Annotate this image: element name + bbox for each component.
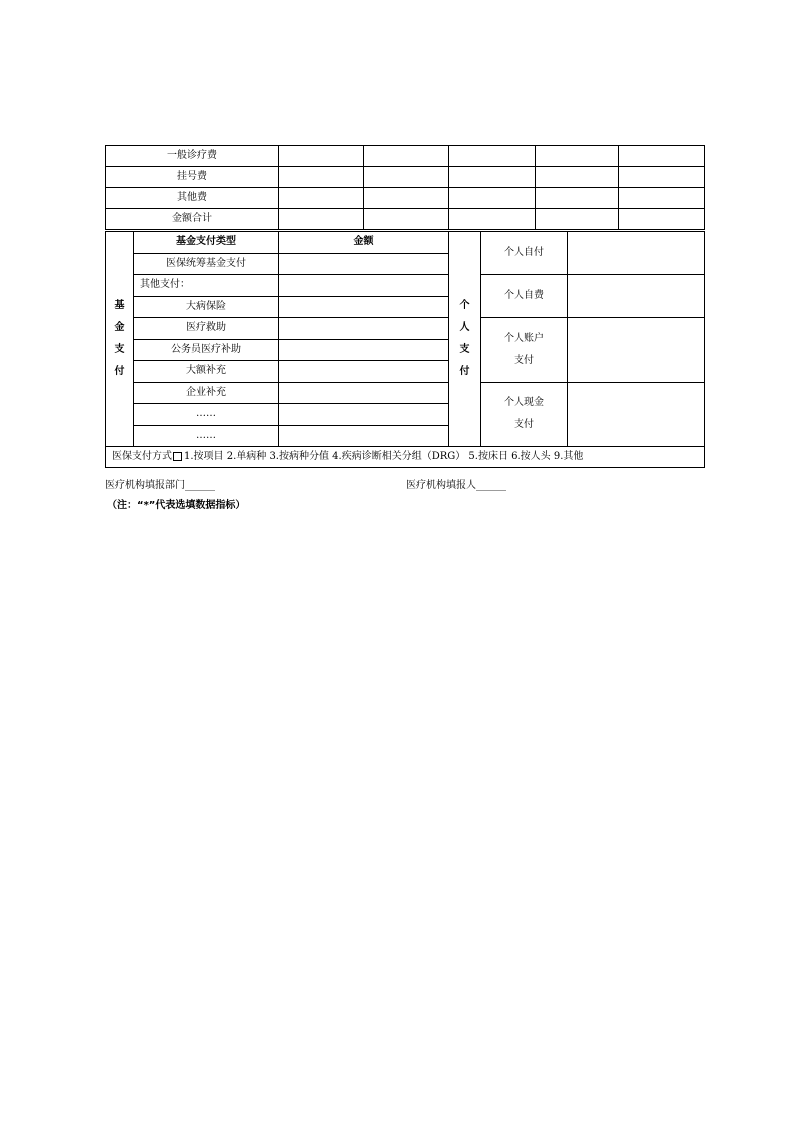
personal-payment-vertical-label	[449, 232, 481, 447]
vertical-char: 付	[459, 366, 470, 377]
fee-cell	[279, 146, 364, 167]
fee-cell	[619, 188, 705, 209]
fund-row-civil-servant-subsidy: 公务员医疗补助	[134, 339, 279, 361]
vertical-char: 个	[459, 300, 470, 311]
note-text: （注：“*”代表选填数据指标）	[107, 500, 246, 511]
fee-label: 挂号费	[106, 167, 279, 188]
payment-mode-cell	[106, 447, 705, 468]
fee-cell	[619, 146, 705, 167]
vertical-char: 支	[459, 344, 470, 355]
label-line: 个人现金	[504, 397, 544, 409]
vertical-char: 金	[114, 322, 125, 333]
fee-cell	[279, 167, 364, 188]
vertical-char: 人	[459, 322, 470, 333]
fee-cell	[449, 167, 536, 188]
payment-mode-label: 医保支付方式	[112, 451, 172, 462]
fee-label: 金额合计	[106, 209, 279, 230]
personal-account-label	[481, 318, 568, 383]
fee-cell	[536, 167, 619, 188]
reporting-person: 医疗机构填报人______	[406, 480, 506, 491]
fee-cell	[619, 209, 705, 230]
fee-cell	[364, 188, 449, 209]
fund-amount-cell	[279, 361, 449, 383]
payment-mode-options: 1.按项目 2.单病种 3.按病种分值 4.疾病诊断相关分组（DRG） 5.按床日 6.按人头 9.其他	[184, 451, 584, 462]
fund-amount-cell	[279, 425, 449, 447]
payment-table	[105, 231, 705, 468]
vertical-char: 支	[114, 344, 125, 355]
fee-label: 其他费	[106, 188, 279, 209]
fund-amount-cell	[279, 382, 449, 404]
fee-cell	[279, 209, 364, 230]
fee-cell	[364, 146, 449, 167]
vertical-char: 付	[114, 366, 125, 377]
fund-amount-cell	[279, 296, 449, 318]
fund-row-enterprise-supplement: 企业补充	[134, 382, 279, 404]
fee-row-general-consultation	[106, 146, 705, 167]
label-line: 支付	[514, 354, 534, 366]
vertical-char: 基	[114, 300, 125, 311]
personal-self-pay-label: 个人自付	[481, 232, 568, 275]
fee-label: 一般诊疗费	[106, 146, 279, 167]
fee-cell	[536, 209, 619, 230]
fund-row-ellipsis: ……	[134, 404, 279, 426]
personal-cash-label	[481, 382, 568, 447]
fee-cell	[449, 209, 536, 230]
fund-row-large-supplement: 大额补充	[134, 361, 279, 383]
payment-mode-checkbox[interactable]	[173, 452, 182, 461]
fund-type-header: 基金支付类型	[134, 232, 279, 254]
fee-row-other	[106, 188, 705, 209]
reporting-department: 医疗机构填报部门______	[105, 480, 215, 491]
fund-amount-cell	[279, 404, 449, 426]
label-line: 支付	[514, 419, 534, 431]
amount-header: 金额	[279, 232, 449, 254]
fund-row-other-payment: 其他支付：	[134, 275, 279, 297]
fee-cell	[279, 188, 364, 209]
fund-payment-vertical-label	[106, 232, 134, 447]
fee-cell	[536, 146, 619, 167]
personal-account-value	[568, 318, 705, 383]
fee-cell	[619, 167, 705, 188]
fund-amount-cell	[279, 339, 449, 361]
label-line: 个人账户	[504, 332, 544, 344]
personal-self-pay-value	[568, 232, 705, 275]
fund-row-pooled: 医保统筹基金支付	[134, 253, 279, 275]
personal-self-expense-label: 个人自费	[481, 275, 568, 318]
fee-cell	[449, 146, 536, 167]
fund-row-ellipsis: ……	[134, 425, 279, 447]
fee-cell	[449, 188, 536, 209]
fee-cell	[536, 188, 619, 209]
personal-self-expense-value	[568, 275, 705, 318]
fund-amount-cell	[279, 318, 449, 340]
payment-mode-row	[106, 447, 705, 468]
fund-row-medical-aid: 医疗救助	[134, 318, 279, 340]
fee-row-total	[106, 209, 705, 230]
personal-cash-value	[568, 382, 705, 447]
fund-amount-cell	[279, 253, 449, 275]
fee-table	[105, 145, 705, 230]
fund-amount-cell	[279, 275, 449, 297]
fee-row-registration	[106, 167, 705, 188]
fee-cell	[364, 167, 449, 188]
fund-row-critical-illness: 大病保险	[134, 296, 279, 318]
fee-cell	[364, 209, 449, 230]
